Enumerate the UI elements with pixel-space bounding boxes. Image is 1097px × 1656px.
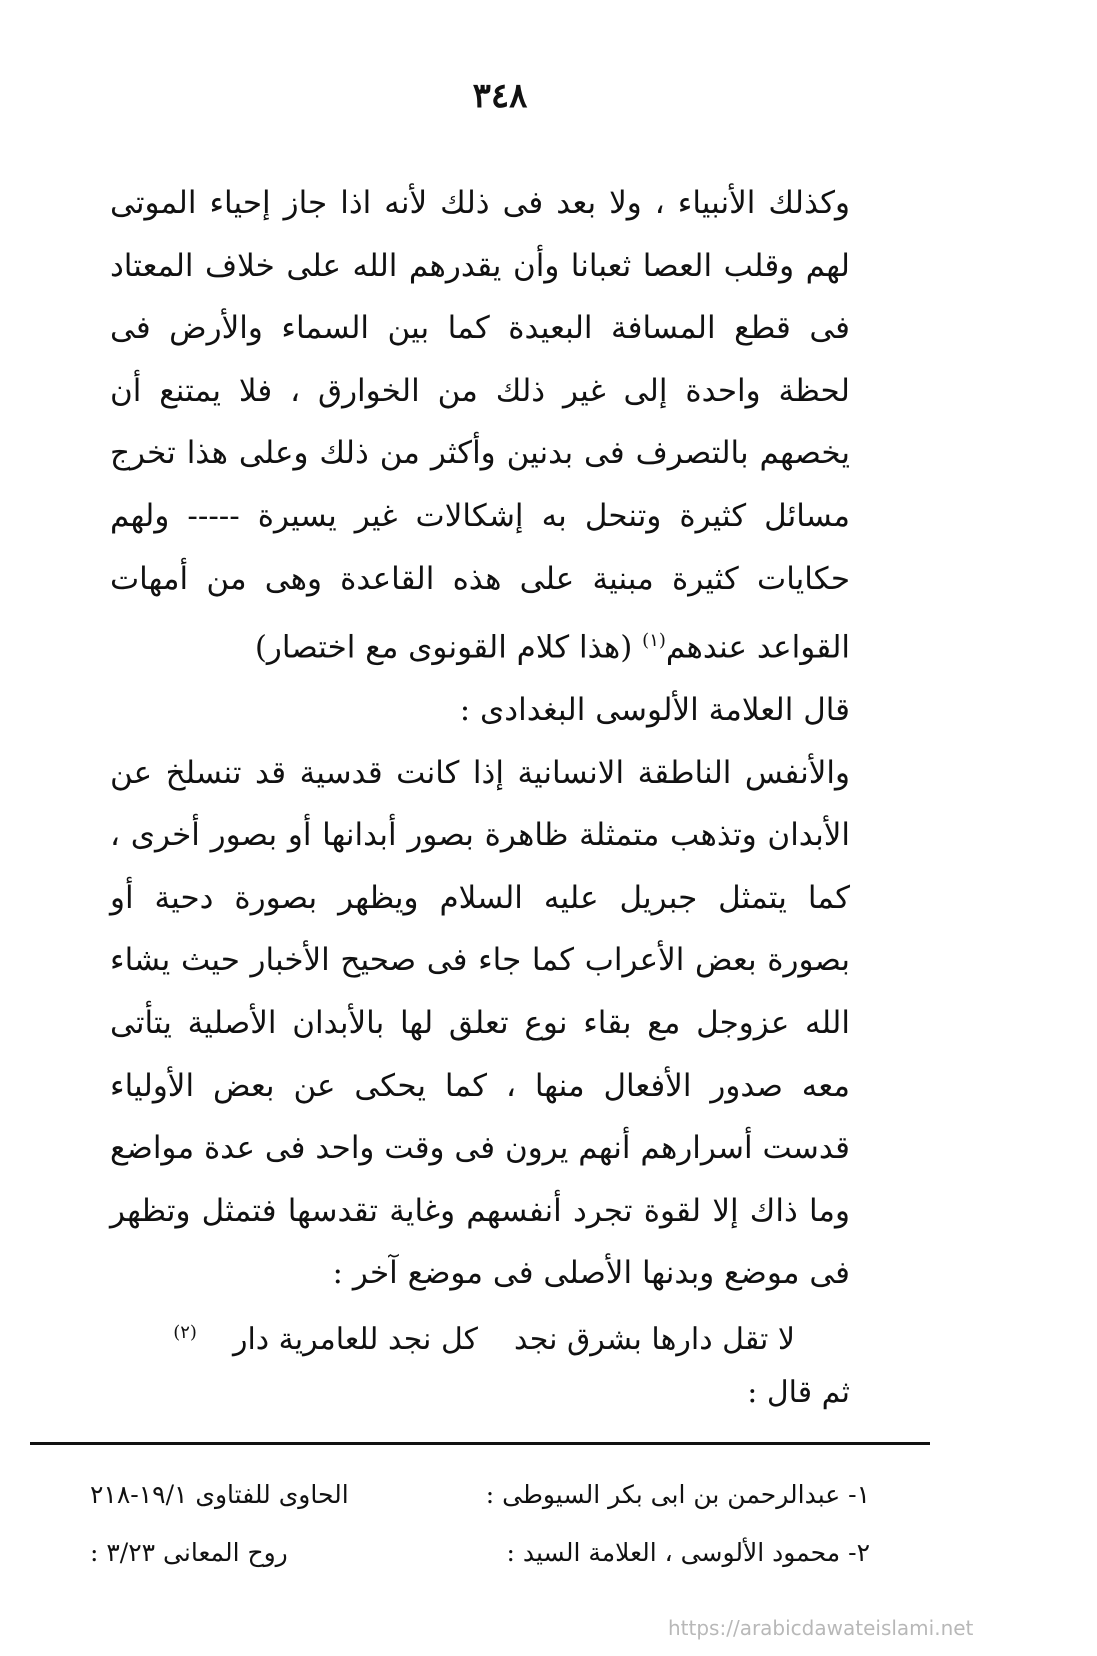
paragraph-1-text: وكذلك الأنبياء ، ولا بعد فى ذلك لأنه اذا جاز إحياء الموتى لهم وقلب العصا ثعبانا وأن يقدرهم الله على خلاف المعتاد فى قطع المسافة البعيدة كما بين السماء والأرض فى لحظة واحدة إلى غير ذلك من الخوارق ، فلا يمتنع أن يخصهم بالتصرف فى بدنين وأكثر من ذلك وعلى هذا تخرج مسائل كثيرة وتنحل به إشكالات غير يسيرة ----- ولهم حكايات كثيرة مبنية على هذه القاعدة وهى من أمهات القواعد عندهم bbox=[110, 185, 850, 666]
footnote-1-source: الحاوى للفتاوى ١٩/١-٢١٨ bbox=[90, 1480, 349, 1509]
paragraph-2-text: والأنفس الناطقة الانسانية إذا كانت قدسية قد تنسلخ عن الأبدان وتذهب متمثلة ظاهرة بصور أبدانها أو بصور أخرى ، كما يتمثل جبريل عليه السلام ويظهر بصورة دحية أو بصورة بعض الأعراب كما جاء فى صحيح الأخبار حيث يشاء الله عزوجل مع بقاء نوع تعلق لها بالأبدان الأصلية يتأتى معه صدور الأفعال منها ، كما يحكى عن بعض الأولياء قدست أسرارهم أنهم يرون فى وقت واحد فى عدة مواضع وما ذاك إلا لقوة تجرد أنفسهم وغاية تقدسها فتمثل وتظهر فى موضع وبدنها الأصلى فى موضع آخر : bbox=[110, 754, 850, 1292]
verse-line bbox=[115, 1308, 795, 1365]
verse-second-hemistich: كل نجد للعامرية دار bbox=[232, 1322, 478, 1357]
footnote-divider bbox=[30, 1442, 930, 1445]
footnote-2-source: روح المعانى ٣/٢٣ : bbox=[90, 1538, 288, 1567]
footnotes bbox=[90, 1466, 870, 1582]
verse-first-hemistich: لا تقل دارها بشرق نجد bbox=[513, 1322, 795, 1357]
section-heading: قال العلامة الألوسى البغدادى : bbox=[459, 692, 850, 729]
page-number: ٣٤٨ bbox=[472, 76, 528, 116]
footnote-2-author: ٢- محمود الألوسى ، العلامة السيد : bbox=[506, 1538, 870, 1567]
footnote-2 bbox=[90, 1524, 870, 1582]
footnote-1 bbox=[90, 1466, 870, 1524]
footnote-1-author: ١- عبدالرحمن بن ابى بكر السيوطى : bbox=[485, 1480, 870, 1509]
footnote-marker-1: (١) bbox=[642, 630, 666, 652]
paragraph-2 bbox=[110, 742, 850, 1305]
paragraph-1 bbox=[110, 172, 850, 679]
watermark-url: https://arabicdawateislami.net bbox=[668, 1616, 974, 1640]
footnote-marker-2: (٢) bbox=[173, 1322, 197, 1343]
closing-line: ثم قال : bbox=[747, 1375, 850, 1410]
body-text bbox=[110, 172, 850, 1305]
paragraph-1-trailer: (هذا كلام القونوى مع اختصار) bbox=[254, 629, 643, 666]
